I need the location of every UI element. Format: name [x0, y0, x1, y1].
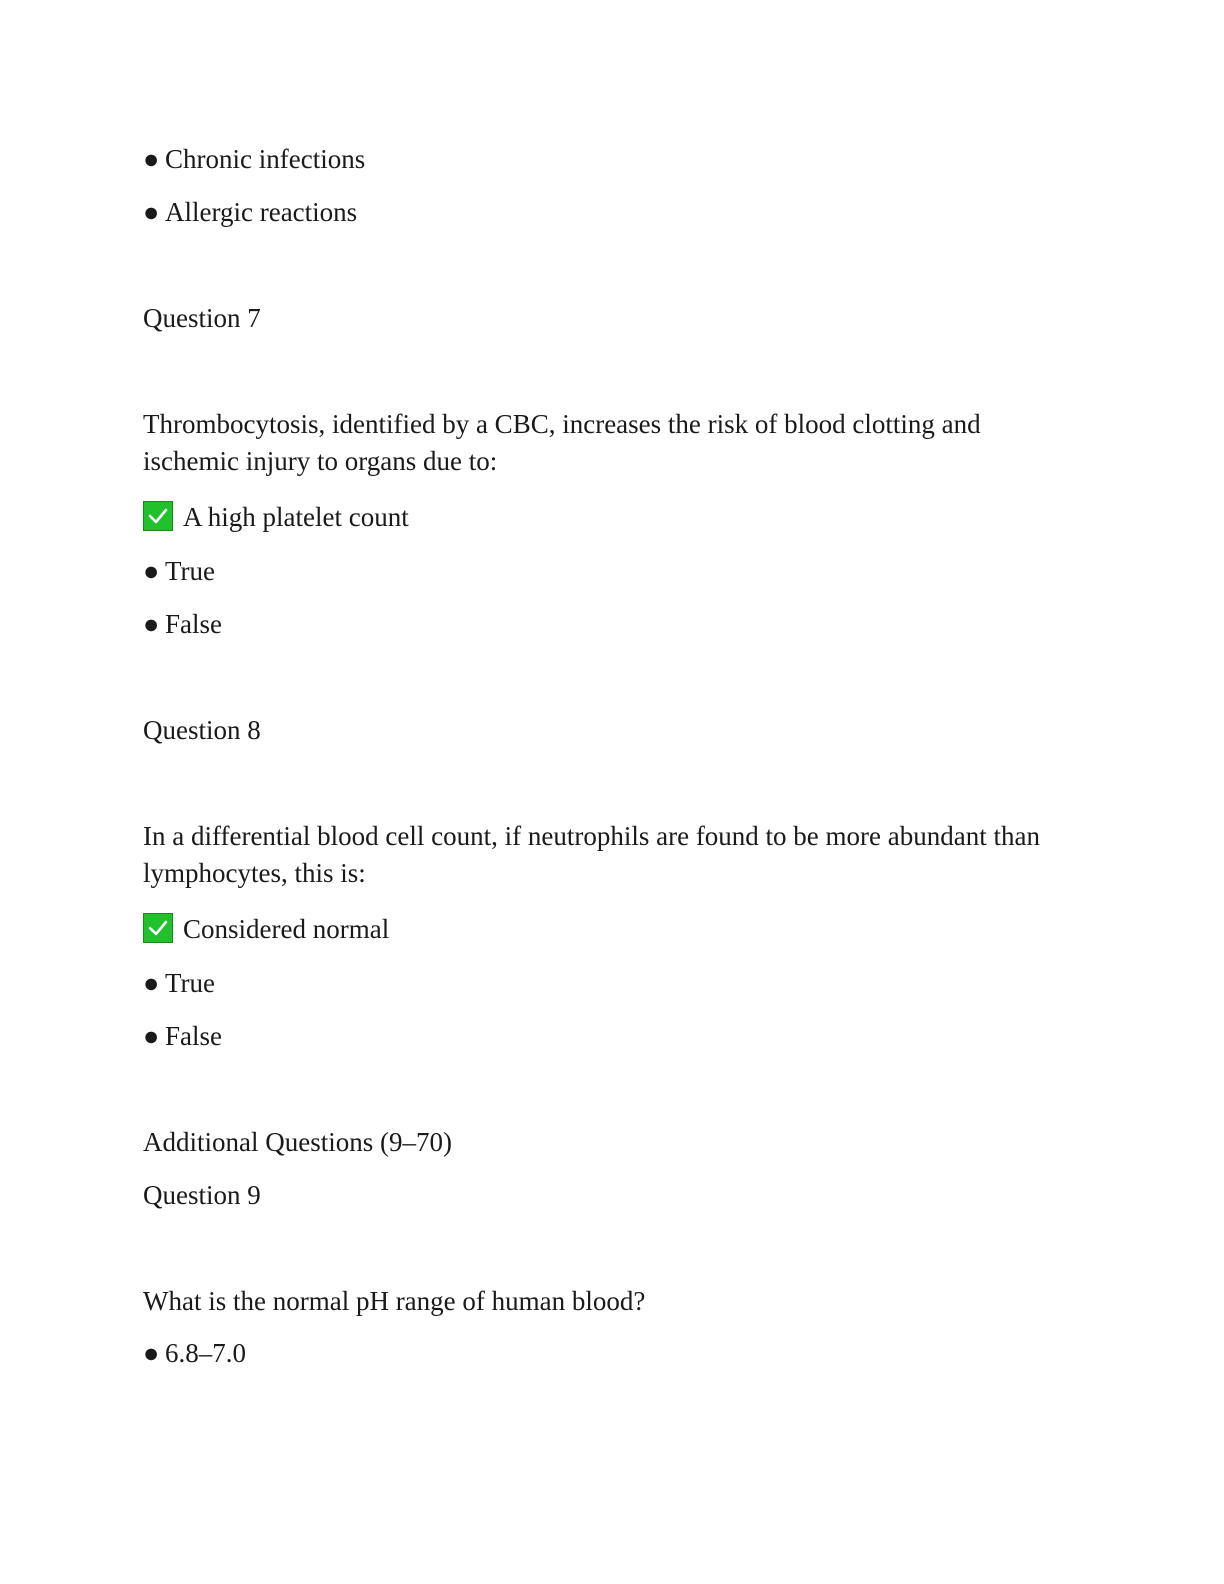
option-text: False: [165, 1021, 222, 1051]
question-7-answer: [143, 499, 409, 536]
bullet-icon: ●: [143, 556, 160, 586]
question-7-label: Question 7: [143, 303, 261, 333]
bullet-icon: ●: [143, 197, 160, 227]
bullet-icon: ●: [143, 1338, 160, 1368]
bullet-icon: ●: [143, 609, 160, 639]
question-9-text: What is the normal pH range of human blood?: [143, 1286, 646, 1316]
option-text: True: [165, 556, 216, 586]
list-item: [143, 194, 357, 231]
list-item: [143, 553, 215, 590]
list-item: [143, 1335, 246, 1372]
list-item: [143, 141, 365, 178]
check-mark-icon: [143, 913, 173, 943]
option-text: True: [165, 968, 216, 998]
bullet-icon: ●: [143, 968, 160, 998]
question-8-label: Question 8: [143, 715, 261, 745]
section-heading: Additional Questions (9–70): [143, 1127, 452, 1157]
question-7-text: Thrombocytosis, identified by a CBC, increases the risk of blood clotting and ischemic injury to organs due to:: [143, 409, 981, 476]
list-item: [143, 1018, 222, 1055]
question-9-label: Question 9: [143, 1180, 261, 1210]
answer-text: A high platelet count: [183, 502, 409, 532]
check-mark-icon: [143, 501, 173, 531]
option-text: False: [165, 609, 222, 639]
question-8-text: In a differential blood cell count, if neutrophils are found to be more abundant than lymphocytes, this is:: [143, 821, 1040, 888]
list-item: [143, 606, 222, 643]
question-8-answer: [143, 911, 389, 948]
option-text: 6.8–7.0: [165, 1338, 246, 1368]
bullet-icon: ●: [143, 144, 160, 174]
bullet-icon: ●: [143, 1021, 160, 1051]
list-item-text: Chronic infections: [165, 144, 366, 174]
answer-text: Considered normal: [183, 914, 390, 944]
list-item-text: Allergic reactions: [165, 197, 358, 227]
list-item: [143, 965, 215, 1002]
